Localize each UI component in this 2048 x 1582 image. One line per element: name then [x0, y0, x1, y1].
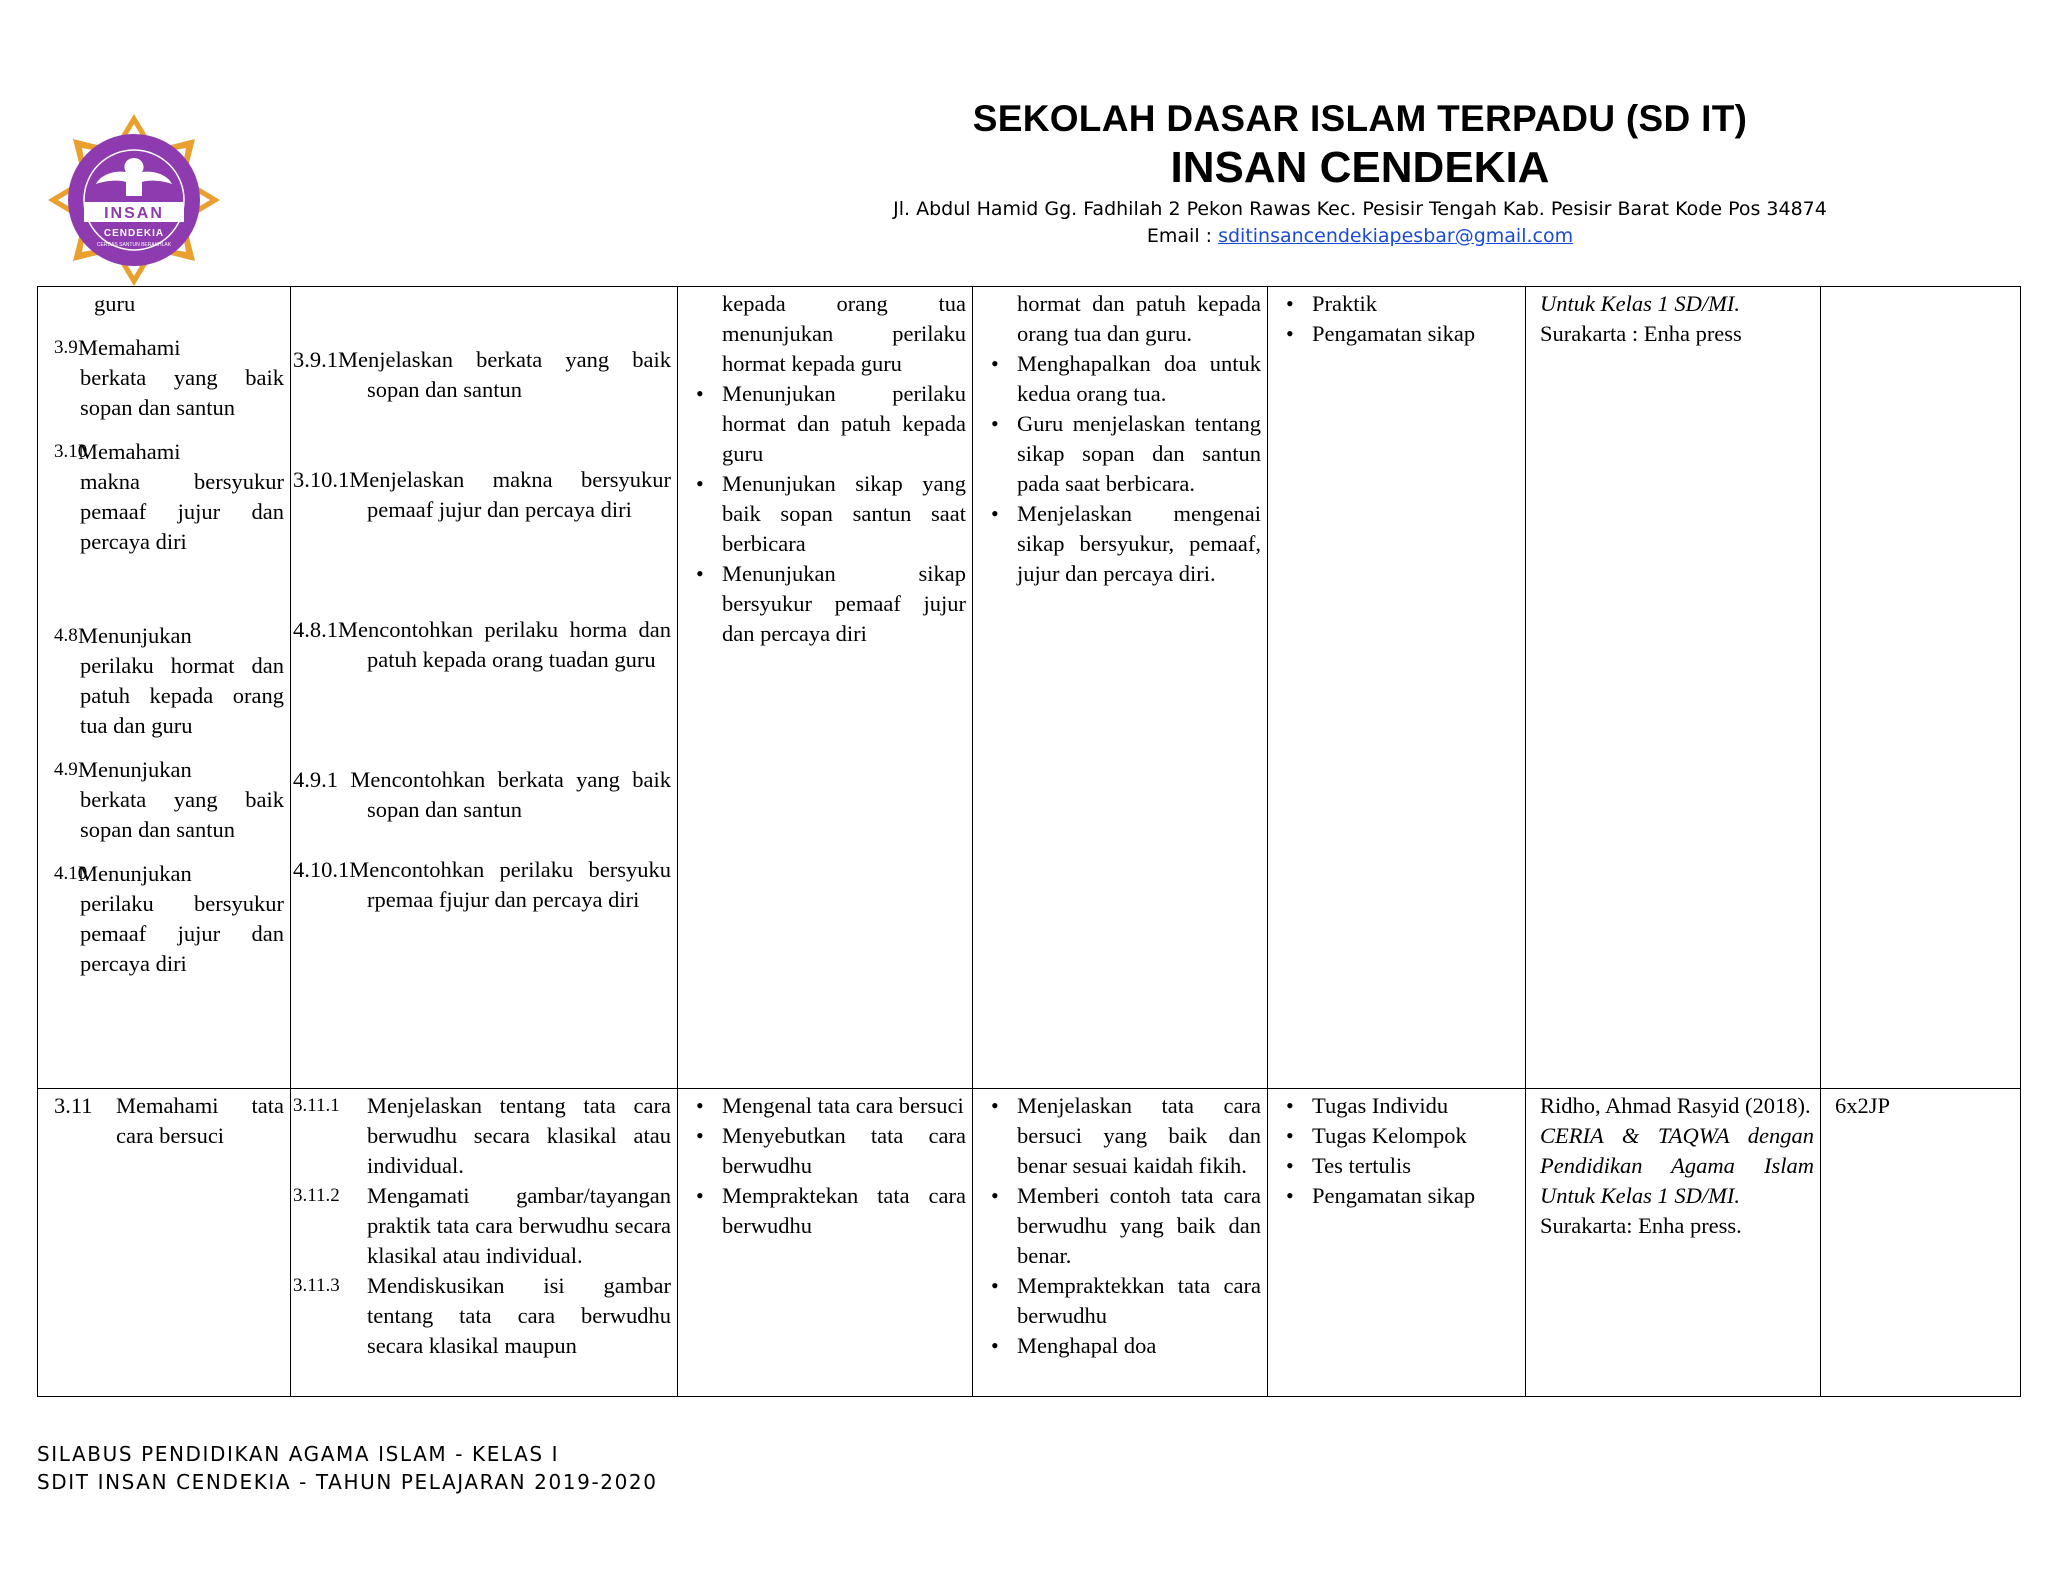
letterhead: [600, 96, 2048, 250]
list-item: • Menunjukan perilaku hormat dan patuh kepada guru: [684, 379, 966, 469]
table-row: [38, 1089, 2021, 1397]
indicator-item: 4.8.1Mencontohkan perilaku horma dan patuh kepada orang tuadan guru: [293, 617, 671, 672]
indicator-item: 4.9.1 Mencontohkan berkata yang baik sopan dan santun: [293, 767, 671, 822]
list-item: • Menyebutkan tata cara berwudhu: [684, 1121, 966, 1181]
svg-text:CENDEKIA: CENDEKIA: [103, 228, 165, 239]
indicator-item: 3.11.3 Mendiskusikan isi gambar tentang tata cara berwudhu secara klasikal maupun: [293, 1273, 671, 1358]
waktu-cell: [1821, 287, 2021, 1089]
school-type-title: SEKOLAH DASAR ISLAM TERPADU (SD IT): [972, 98, 1748, 139]
school-logo-star-icon: [44, 110, 224, 290]
email-line: [600, 223, 2048, 250]
indicator-item: 3.10.1Menjelaskan makna bersyukur pemaaf jujur dan percaya diri: [293, 467, 671, 522]
materi-continuation: kepada orang tua menunjukan perilaku hormat kepada guru: [722, 291, 966, 376]
footer-line-1: SILABUS PENDIDIKAN AGAMA ISLAM - KELAS I: [37, 1442, 560, 1466]
page-footer: [37, 1440, 658, 1496]
list-item: • Pengamatan sikap: [1274, 319, 1519, 349]
indicator-item: 4.10.1Mencontohkan perilaku bersyuku rpemaa fjujur dan percaya diri: [293, 857, 671, 912]
penilaian-cell: [1268, 287, 1526, 1089]
kd-item: 3.9 Memahami berkata yang baik sopan dan santun: [54, 335, 284, 420]
list-item: • Mempraktekan tata cara berwudhu: [684, 1181, 966, 1241]
sumber-publisher: Surakarta : Enha press: [1540, 321, 1742, 346]
sumber-publisher: Surakarta: Enha press.: [1540, 1213, 1742, 1238]
kegiatan-list: [979, 1091, 1261, 1361]
sumber-cell: [1526, 1089, 1821, 1397]
indikator-cell: [291, 1089, 678, 1397]
kegiatan-cell: [973, 1089, 1268, 1397]
svg-text:CERDAS SANTUN BERAKHLAK: CERDAS SANTUN BERAKHLAK: [96, 242, 172, 248]
list-item: • Menunjukan sikap bersyukur pemaaf jujur dan percaya diri: [684, 559, 966, 649]
kompetensi-dasar-cell: [38, 1089, 291, 1397]
kegiatan-list: [979, 349, 1261, 589]
list-item: • Menghapalkan doa untuk kedua orang tua.: [979, 349, 1261, 409]
kd-item: 4.10 Menunjukan perilaku bersyukur pemaaf jujur dan percaya diri: [54, 861, 284, 976]
list-item: • Guru menjelaskan tentang sikap sopan dan santun pada saat berbicara.: [979, 409, 1261, 499]
penilaian-list: [1274, 1091, 1519, 1211]
list-item: • Praktik: [1274, 289, 1519, 319]
list-item: • Memberi contoh tata cara berwudhu yang baik dan benar.: [979, 1181, 1261, 1271]
list-item: • Tugas Kelompok: [1274, 1121, 1519, 1151]
list-item: • Mempraktekkan tata cara berwudhu: [979, 1271, 1261, 1331]
sumber-cell: [1526, 287, 1821, 1089]
syllabus-table: [37, 286, 2021, 1397]
list-item: • Menjelaskan tata cara bersuci yang baik dan benar sesuai kaidah fikih.: [979, 1091, 1261, 1181]
sumber-title: CERIA & TAQWA dengan Pendidikan Agama Islam Untuk Kelas 1 SD/MI.: [1540, 1123, 1814, 1208]
materi-list: [684, 1091, 966, 1241]
kd-item: 3.11 Memahami tata cara bersuci: [54, 1093, 284, 1148]
indikator-cell: [291, 287, 678, 1089]
email-link[interactable]: sditinsancendekiapesbar@gmail.com: [1218, 225, 1574, 247]
list-item: • Menjelaskan mengenai sikap bersyukur, pemaaf, jujur dan percaya diri.: [979, 499, 1261, 589]
school-address: Jl. Abdul Hamid Gg. Fadhilah 2 Pekon Rawas Kec. Pesisir Tengah Kab. Pesisir Barat Kode Pos 34874: [893, 198, 1827, 220]
email-label: Email :: [1146, 225, 1219, 247]
sumber-title: Untuk Kelas 1 SD/MI.: [1540, 291, 1740, 316]
indicator-item: 3.11.1 Menjelaskan tentang tata cara berwudhu secara klasikal atau individual.: [293, 1093, 671, 1178]
kd-item: 4.9 Menunjukan berkata yang baik sopan dan santun: [54, 757, 284, 842]
list-item: • Menunjukan sikap yang baik sopan santun saat berbicara: [684, 469, 966, 559]
table-row: [38, 287, 2021, 1089]
kd-item: 4.8 Menunjukan perilaku hormat dan patuh kepada orang tua dan guru: [54, 623, 284, 738]
list-item: • Tes tertulis: [1274, 1151, 1519, 1181]
indicator-item: 3.9.1Menjelaskan berkata yang baik sopan dan santun: [293, 347, 671, 402]
kd-item: 3.10 Memahami makna bersyukur pemaaf jujur dan percaya diri: [54, 439, 284, 554]
school-name-title: INSAN CENDEKIA: [1170, 143, 1550, 192]
waktu-cell: 6x2JP: [1821, 1089, 2021, 1397]
list-item: • Pengamatan sikap: [1274, 1181, 1519, 1211]
list-item: • Mengenal tata cara bersuci: [684, 1091, 966, 1121]
svg-text:INSAN: INSAN: [104, 205, 164, 222]
materi-list: [684, 379, 966, 649]
indicator-item: 3.11.2 Mengamati gambar/tayangan praktik tata cara berwudhu secara klasikal atau individual.: [293, 1183, 671, 1268]
kegiatan-cell: [973, 287, 1268, 1089]
penilaian-list: [1274, 289, 1519, 349]
kd-continuation: guru: [94, 291, 136, 316]
kegiatan-continuation: hormat dan patuh kepada orang tua dan guru.: [1017, 291, 1261, 346]
sumber-author: Ridho, Ahmad Rasyid (2018).: [1540, 1093, 1811, 1118]
footer-line-2: SDIT INSAN CENDEKIA - TAHUN PELAJARAN 2019-2020: [37, 1470, 658, 1494]
kompetensi-dasar-cell: [38, 287, 291, 1089]
materi-cell: [678, 1089, 973, 1397]
penilaian-cell: [1268, 1089, 1526, 1397]
list-item: • Tugas Individu: [1274, 1091, 1519, 1121]
list-item: • Menghapal doa: [979, 1331, 1261, 1361]
materi-cell: [678, 287, 973, 1089]
